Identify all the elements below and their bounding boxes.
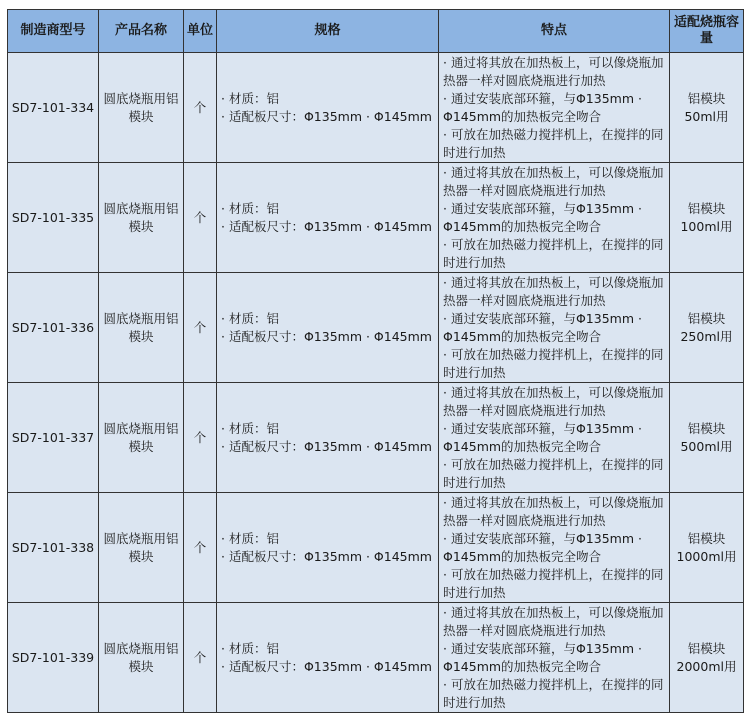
product-name: 圆底烧瓶用铝模块 xyxy=(99,493,184,603)
model-number: SD7-101-339 xyxy=(8,603,99,713)
model-number: SD7-101-335 xyxy=(8,163,99,273)
spec-cell xyxy=(217,163,439,273)
feature-2: · 通过安装底部环箍，与Φ135mm · Φ145mm的加热板完全吻合 xyxy=(443,310,642,344)
product-name: 圆底烧瓶用铝模块 xyxy=(99,383,184,493)
table-row xyxy=(8,493,744,603)
spec-cell xyxy=(217,493,439,603)
spec-cell xyxy=(217,383,439,493)
feature-1: · 通过将其放在加热板上，可以像烧瓶加热器一样对圆底烧瓶进行加热 xyxy=(443,54,664,88)
spec-plate-size: · 适配板尺寸：Φ135mm · Φ145mm xyxy=(221,438,432,454)
feature-3: · 可放在加热磁力搅拌机上，在搅拌的同时进行加热 xyxy=(443,126,664,160)
flask-capacity: 铝模块1000ml用 xyxy=(670,493,744,603)
features-cell xyxy=(439,53,670,163)
feature-2: · 通过安装底部环箍，与Φ135mm · Φ145mm的加热板完全吻合 xyxy=(443,640,642,674)
flask-capacity: 铝模块50ml用 xyxy=(670,53,744,163)
header-spec: 规格 xyxy=(217,10,439,53)
product-name: 圆底烧瓶用铝模块 xyxy=(99,53,184,163)
feature-2: · 通过安装底部环箍，与Φ135mm · Φ145mm的加热板完全吻合 xyxy=(443,530,642,564)
model-number: SD7-101-337 xyxy=(8,383,99,493)
feature-1: · 通过将其放在加热板上，可以像烧瓶加热器一样对圆底烧瓶进行加热 xyxy=(443,164,664,198)
features-cell xyxy=(439,163,670,273)
feature-3: · 可放在加热磁力搅拌机上，在搅拌的同时进行加热 xyxy=(443,566,664,600)
flask-capacity: 铝模块100ml用 xyxy=(670,163,744,273)
feature-2: · 通过安装底部环箍，与Φ135mm · Φ145mm的加热板完全吻合 xyxy=(443,420,642,454)
spec-material: · 材质：铝 xyxy=(221,530,279,546)
unit: 个 xyxy=(184,493,217,603)
feature-3: · 可放在加热磁力搅拌机上，在搅拌的同时进行加热 xyxy=(443,346,664,380)
header-flask-capacity: 适配烧瓶容量 xyxy=(670,10,744,53)
spec-material: · 材质：铝 xyxy=(221,640,279,656)
table-header-row xyxy=(8,10,744,53)
table-row xyxy=(8,163,744,273)
spec-plate-size: · 适配板尺寸：Φ135mm · Φ145mm xyxy=(221,108,432,124)
flask-capacity: 铝模块250ml用 xyxy=(670,273,744,383)
features-cell xyxy=(439,603,670,713)
header-unit: 单位 xyxy=(184,10,217,53)
feature-1: · 通过将其放在加热板上，可以像烧瓶加热器一样对圆底烧瓶进行加热 xyxy=(443,604,664,638)
model-number: SD7-101-334 xyxy=(8,53,99,163)
table-row xyxy=(8,273,744,383)
spec-material: · 材质：铝 xyxy=(221,90,279,106)
spec-cell xyxy=(217,603,439,713)
feature-2: · 通过安装底部环箍，与Φ135mm · Φ145mm的加热板完全吻合 xyxy=(443,200,642,234)
spec-plate-size: · 适配板尺寸：Φ135mm · Φ145mm xyxy=(221,658,432,674)
feature-3: · 可放在加热磁力搅拌机上，在搅拌的同时进行加热 xyxy=(443,676,664,710)
product-name: 圆底烧瓶用铝模块 xyxy=(99,603,184,713)
unit: 个 xyxy=(184,53,217,163)
spec-plate-size: · 适配板尺寸：Φ135mm · Φ145mm xyxy=(221,218,432,234)
spec-plate-size: · 适配板尺寸：Φ135mm · Φ145mm xyxy=(221,328,432,344)
features-cell xyxy=(439,383,670,493)
spec-cell xyxy=(217,273,439,383)
spec-plate-size: · 适配板尺寸：Φ135mm · Φ145mm xyxy=(221,548,432,564)
product-name: 圆底烧瓶用铝模块 xyxy=(99,273,184,383)
product-spec-table xyxy=(7,9,744,713)
unit: 个 xyxy=(184,383,217,493)
unit: 个 xyxy=(184,603,217,713)
header-model: 制造商型号 xyxy=(8,10,99,53)
unit: 个 xyxy=(184,273,217,383)
table-row xyxy=(8,603,744,713)
feature-1: · 通过将其放在加热板上，可以像烧瓶加热器一样对圆底烧瓶进行加热 xyxy=(443,384,664,418)
flask-capacity: 铝模块2000ml用 xyxy=(670,603,744,713)
header-name: 产品名称 xyxy=(99,10,184,53)
header-features: 特点 xyxy=(439,10,670,53)
feature-1: · 通过将其放在加热板上，可以像烧瓶加热器一样对圆底烧瓶进行加热 xyxy=(443,274,664,308)
unit: 个 xyxy=(184,163,217,273)
product-name: 圆底烧瓶用铝模块 xyxy=(99,163,184,273)
model-number: SD7-101-338 xyxy=(8,493,99,603)
spec-material: · 材质：铝 xyxy=(221,420,279,436)
spec-cell xyxy=(217,53,439,163)
feature-1: · 通过将其放在加热板上，可以像烧瓶加热器一样对圆底烧瓶进行加热 xyxy=(443,494,664,528)
features-cell xyxy=(439,493,670,603)
features-cell xyxy=(439,273,670,383)
feature-3: · 可放在加热磁力搅拌机上，在搅拌的同时进行加热 xyxy=(443,456,664,490)
table-row xyxy=(8,383,744,493)
flask-capacity: 铝模块500ml用 xyxy=(670,383,744,493)
table-row xyxy=(8,53,744,163)
feature-2: · 通过安装底部环箍，与Φ135mm · Φ145mm的加热板完全吻合 xyxy=(443,90,642,124)
spec-material: · 材质：铝 xyxy=(221,200,279,216)
spec-material: · 材质：铝 xyxy=(221,310,279,326)
feature-3: · 可放在加热磁力搅拌机上，在搅拌的同时进行加热 xyxy=(443,236,664,270)
model-number: SD7-101-336 xyxy=(8,273,99,383)
